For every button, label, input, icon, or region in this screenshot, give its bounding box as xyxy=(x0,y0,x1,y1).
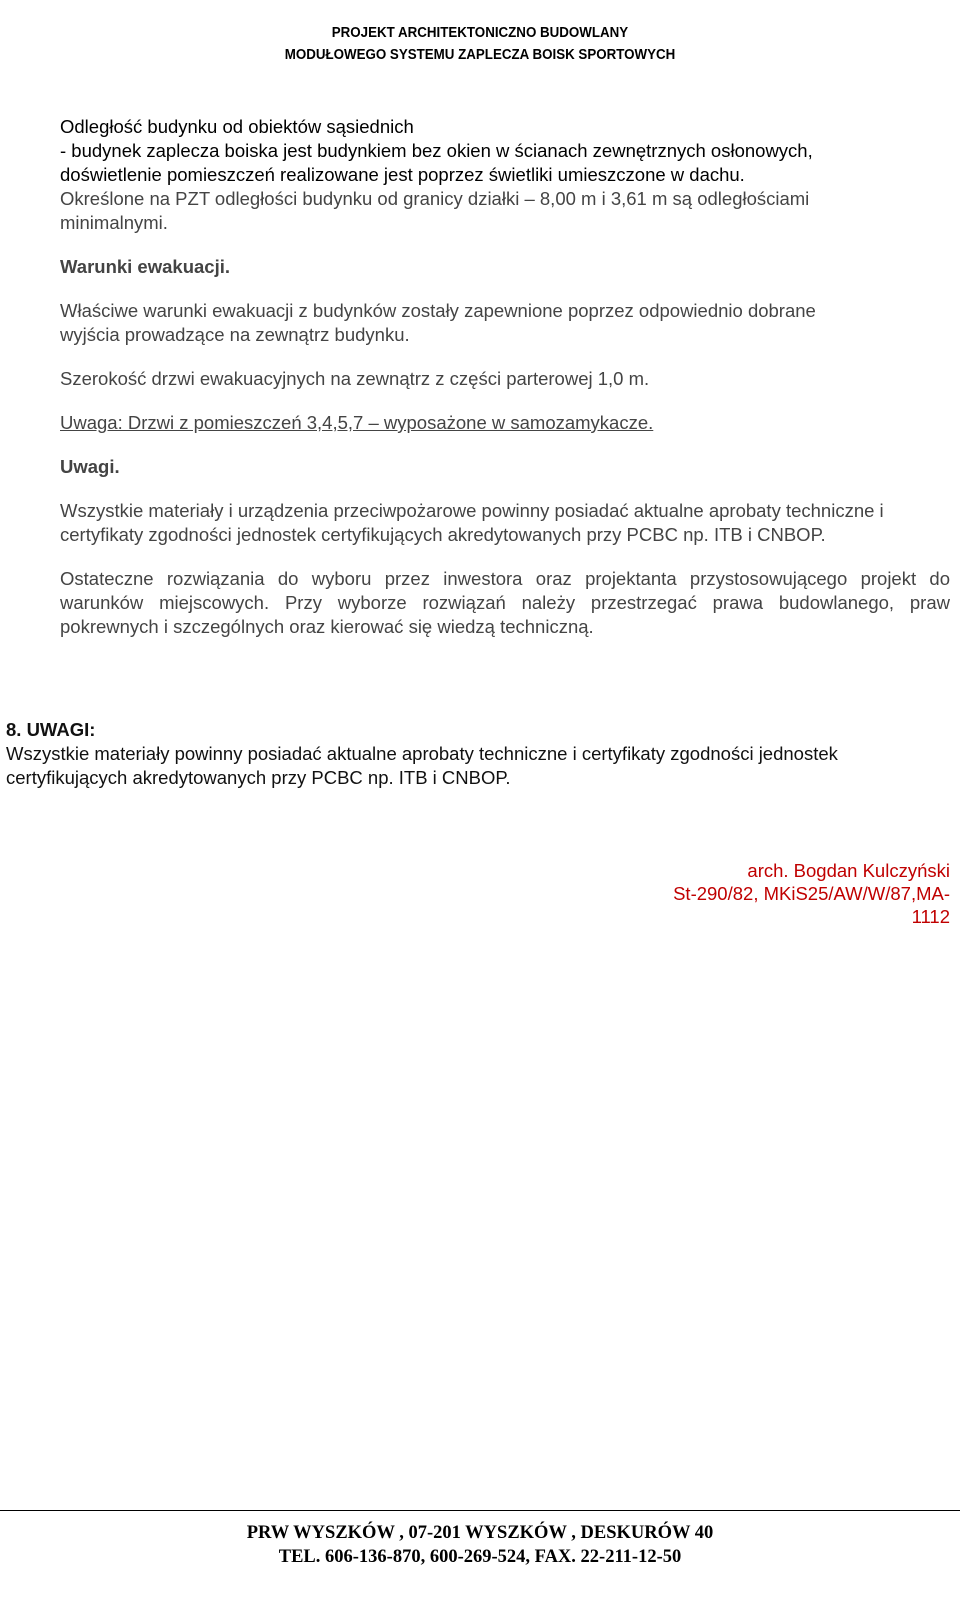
remarks-heading: Uwagi. xyxy=(60,456,120,477)
document-header xyxy=(38,22,921,66)
distance-line-1: - budynek zaplecza boiska jest budynkiem bez okien w ścianach zewnętrznych osłonowych, xyxy=(60,140,813,161)
footer-contact: TEL. 606-136-870, 600-269-524, FAX. 22-211-12-50 xyxy=(278,1547,682,1567)
architect-signature xyxy=(620,859,950,928)
signature-name: arch. Bogdan Kulczyński xyxy=(747,860,950,881)
distance-line-4: minimalnymi. xyxy=(60,212,168,233)
signature-license: St-290/82, MKiS25/AW/W/87,MA- xyxy=(673,883,950,904)
distance-heading: Odległość budynku od obiektów sąsiednich xyxy=(60,116,414,137)
remarks-para2: Ostateczne rozwiązania do wyboru przez inwestora oraz projektanta przystosowującego projekt do warunków miejscowych. Przy wyborze rozwiązań należy przestrzegać prawa budowlanego, praw pokrewnych i szczególnych oraz kierować się wiedzą techniczną. xyxy=(60,568,950,637)
section-8-uwagi xyxy=(6,718,950,790)
footer-address: PRW WYSZKÓW , 07-201 WYSZKÓW , DESKURÓW 40 xyxy=(246,1523,714,1543)
footer-divider xyxy=(0,1510,960,1511)
document-body xyxy=(60,115,950,639)
header-title-line1: PROJEKT ARCHITEKTONICZNO BUDOWLANY xyxy=(331,25,629,41)
distance-line-3: Określone na PZT odległości budynku od granicy działki – 8,00 m i 3,61 m są odległościami xyxy=(60,188,810,209)
distance-line-2: doświetlenie pomieszczeń realizowane jest poprzez świetliki umieszczone w dachu. xyxy=(60,164,745,185)
signature-license-cont: 1112 xyxy=(911,906,950,927)
evacuation-heading: Warunki ewakuacji. xyxy=(60,256,230,277)
section-8-text: Wszystkie materiały powinny posiadać aktualne aprobaty techniczne i certyfikaty zgodności jednostek certyfikujących akredytowanych przy PCBC np. ITB i CNBOP. xyxy=(6,743,838,788)
evacuation-note: Uwaga: Drzwi z pomieszczeń 3,4,5,7 – wyposażone w samozamykacze. xyxy=(60,412,654,433)
evacuation-para1-line2: wyjścia prowadzące na zewnątrz budynku. xyxy=(60,324,410,345)
evacuation-door-width: Szerokość drzwi ewakuacyjnych na zewnątrz z części parterowej 1,0 m. xyxy=(60,368,650,389)
document-footer xyxy=(0,1521,960,1569)
section-8-heading: 8. UWAGI: xyxy=(6,719,96,740)
remarks-para1: Wszystkie materiały i urządzenia przeciwpożarowe powinny posiadać aktualne aprobaty techniczne i certyfikaty zgodności jednostek certyfikujących akredytowanych przy PCBC np. ITB i CNBOP. xyxy=(60,500,884,545)
header-title-line2: MODUŁOWEGO SYSTEMU ZAPLECZA BOISK SPORTOWYCH xyxy=(284,47,676,63)
evacuation-para1-line1: Właściwe warunki ewakuacji z budynków zostały zapewnione poprzez odpowiednio dobrane xyxy=(60,300,816,321)
